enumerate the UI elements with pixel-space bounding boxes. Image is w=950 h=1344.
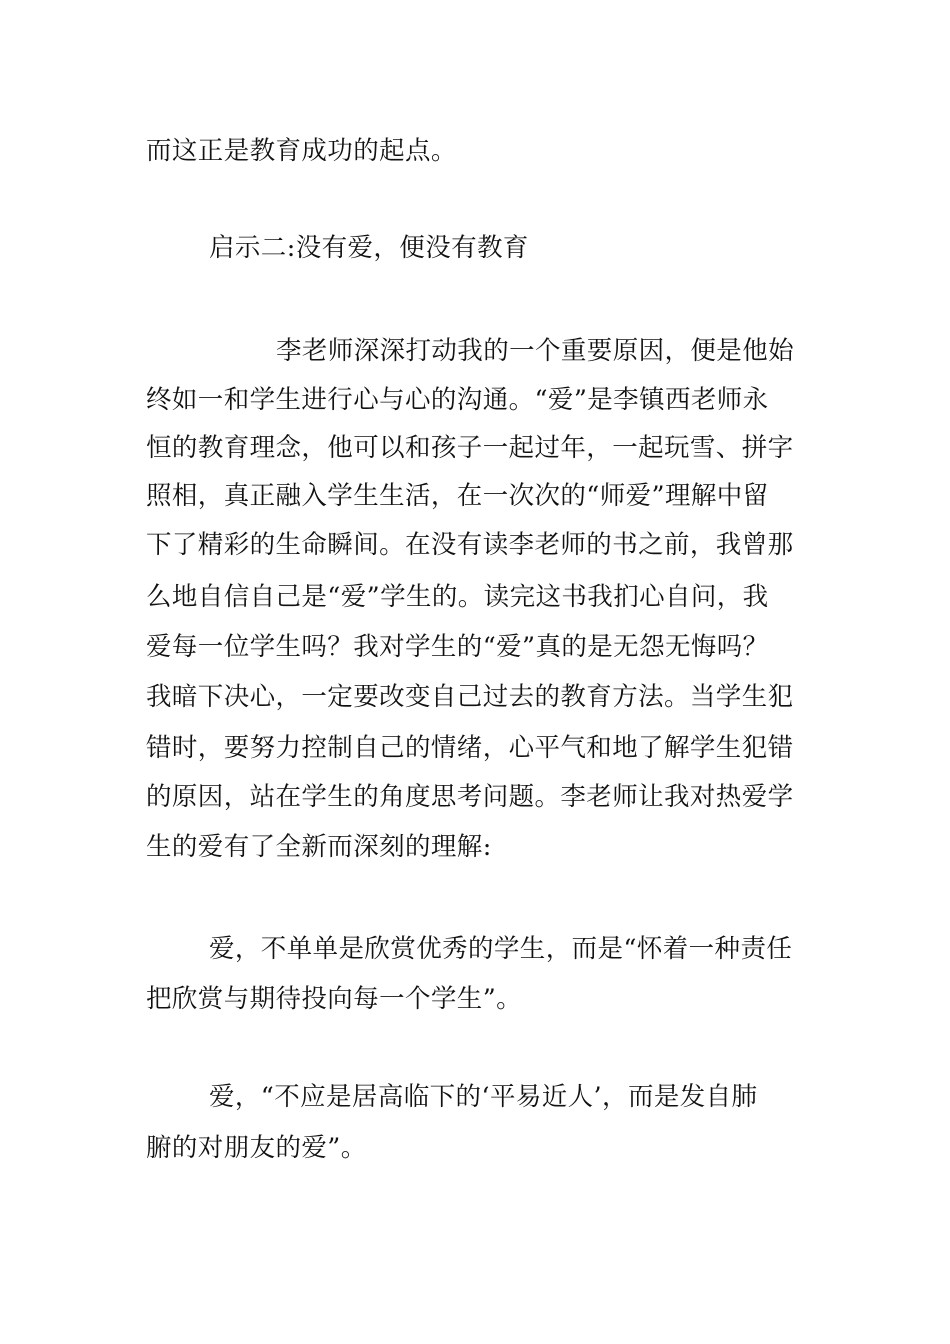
paragraph-2-line-8: 我暗下决心，一定要改变自己过去的教育方法。当学生犯 xyxy=(146,682,794,712)
paragraph-4-line-1: 爱，“不应是居高临下的‘平易近人’，而是发自肺 xyxy=(209,1082,758,1112)
paragraph-3-line-1: 爱，不单单是欣赏优秀的学生，而是“怀着一种责任 xyxy=(209,934,793,964)
paragraph-2-line-10: 的原因，站在学生的角度思考问题。李老师让我对热爱学 xyxy=(146,782,794,812)
paragraph-2-line-9: 错时，要努力控制自己的情绪，心平气和地了解学生犯错 xyxy=(146,733,794,763)
paragraph-2-line-4: 照相，真正融入学生生活，在一次次的“师爱”理解中留 xyxy=(146,481,769,511)
paragraph-4-line-2: 腑的对朋友的爱”。 xyxy=(146,1133,367,1163)
paragraph-2-line-5: 下了精彩的生命瞬间。在没有读李老师的书之前，我曾那 xyxy=(146,530,794,560)
paragraph-2-line-2: 终如一和学生进行心与心的沟通。“爱”是李镇西老师永 xyxy=(146,385,769,415)
paragraph-2-line-3: 恒的教育理念，他可以和孩子一起过年，一起玩雪、拼字 xyxy=(146,433,794,463)
paragraph-3-line-2: 把欣赏与期待投向每一个学生”。 xyxy=(146,984,523,1014)
paragraph-1-line-1: 而这正是教育成功的起点。 xyxy=(146,136,457,166)
paragraph-2-line-1: 李老师深深打动我的一个重要原因，便是他始 xyxy=(276,336,795,366)
section-heading: 启示二:没有爱，便没有教育 xyxy=(209,233,529,263)
paragraph-2-line-6: 么地自信自己是“爱”学生的。读完这书我扪心自问，我 xyxy=(146,582,769,612)
paragraph-2-line-7: 爱每一位学生吗？我对学生的“爱”真的是无怨无悔吗？ xyxy=(146,632,769,662)
paragraph-2-line-11: 生的爱有了全新而深刻的理解: xyxy=(146,832,492,862)
